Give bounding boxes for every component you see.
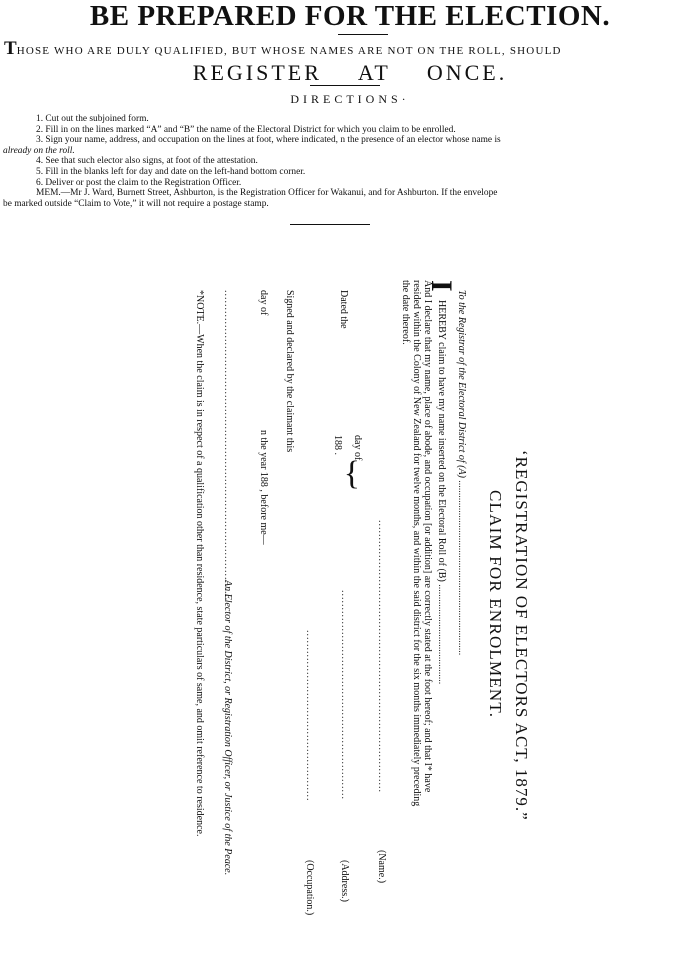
claim-form bbox=[95, 260, 535, 916]
name-label: (Name.) bbox=[376, 850, 387, 884]
claim-line: HEREBY claim to have my name inserted on the Electoral Roll of (B) ........................................ bbox=[436, 300, 447, 685]
registrar-line: To the Registrar of the Electoral District of (A) ...................................................................... bbox=[456, 290, 467, 656]
elector-dots: ......................................................................................... bbox=[222, 290, 233, 602]
day-of-label: day of bbox=[352, 435, 363, 461]
direction-item: 2. Fill in on the lines marked “A” and “B” the name of the Electoral District for which you claim to be enrolled. bbox=[36, 124, 456, 135]
address-label: (Address.) bbox=[339, 860, 350, 902]
direction-item: 3. Sign your name, address, and occupation on the lines at foot, where indicated, n the presence of an elector whose name is bbox=[36, 135, 501, 146]
brace: } bbox=[343, 457, 360, 494]
direction-item: 5. Fill in the blanks left for day and date on the left-hand bottom corner. bbox=[36, 166, 306, 177]
direction-item: 1. Cut out the subjoined form. bbox=[36, 114, 149, 124]
direction-item: 4. See that such elector also signs, at foot of the attestation. bbox=[36, 156, 258, 167]
directions-list bbox=[0, 114, 700, 209]
drop-initial: T bbox=[4, 38, 17, 59]
occupation-label: (Occupation.) bbox=[304, 860, 315, 916]
elector-line: An Elector of the District, or Registration Officer, or Justice of the Peace. bbox=[222, 580, 233, 876]
claim-title: CLAIM FOR ENROLMENT. bbox=[486, 490, 505, 719]
divider bbox=[290, 224, 370, 225]
direction-item: 6. Deliver or post the claim to the Registration Officer. bbox=[36, 177, 242, 188]
register-word-1: REGISTER bbox=[192, 60, 322, 85]
address-dots: ............................................................ bbox=[339, 590, 350, 800]
in-year-line: n the year 188 , before me— bbox=[258, 430, 269, 545]
day-of-label: day of bbox=[258, 290, 269, 316]
lead-text: HOSE WHO ARE DULY QUALIFIED, BUT WHOSE NAMES ARE NOT ON THE ROLL, SHOULD bbox=[16, 45, 562, 57]
divider bbox=[310, 85, 380, 86]
footnote: *NOTE.—When the claim is in respect of a qualification other than residence, state particulars of same, and omit reference to residence. bbox=[194, 290, 205, 837]
lead-line bbox=[4, 38, 696, 60]
occupation-dots: ................................................. bbox=[304, 630, 315, 802]
year-label: 188 . bbox=[332, 435, 343, 455]
dated-label: Dated the bbox=[338, 290, 349, 329]
register-word-3: ONCE. bbox=[426, 60, 508, 85]
claim-form-rotated bbox=[95, 260, 535, 960]
signed-line: Signed and declared by the claimant this bbox=[284, 290, 295, 453]
directions-heading: DIRECTIONS· bbox=[290, 92, 410, 106]
headline: BE PREPARED FOR THE ELECTION. bbox=[89, 0, 611, 32]
direction-item: already on the roll. bbox=[3, 145, 75, 156]
declare-line: the date thereof. bbox=[400, 280, 411, 345]
direction-item: MEM.—Mr J. Ward, Burnett Street, Ashburton, is the Registration Officer for Wakanui, and for Ashburton. If the envelope bbox=[36, 188, 498, 199]
declare-line: resided within the Colony of New Zealand for twelve months, and within the said district for the six months immediately preceding bbox=[411, 280, 422, 807]
divider bbox=[338, 34, 388, 35]
register-heading bbox=[0, 60, 700, 86]
direction-item: be marked outside “Claim to Vote,” it will not require a postage stamp. bbox=[3, 198, 269, 209]
name-dots: .............................................................................. bbox=[376, 520, 387, 793]
register-word-2: AT bbox=[357, 60, 391, 85]
act-title: ‘REGISTRATION OF ELECTORS ACT, 1879.” bbox=[512, 450, 531, 821]
claim-initial: I bbox=[425, 280, 458, 292]
declare-line: And I declare that my name, place of abode, and occupation [or addition] are correctly stated at the foot hereof; and that I* have bbox=[422, 280, 433, 793]
